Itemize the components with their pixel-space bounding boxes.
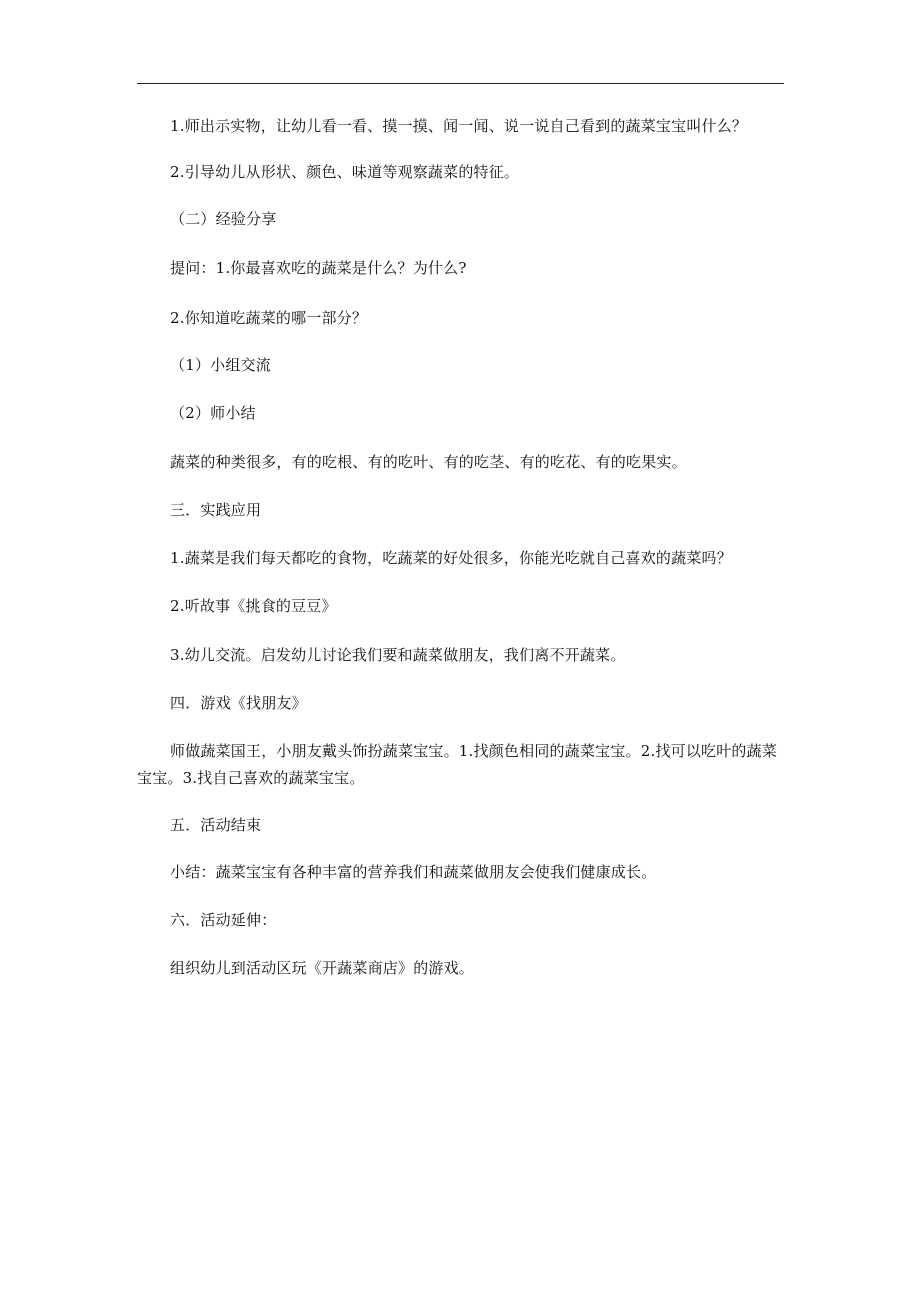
text-line: （2）师小结	[170, 404, 256, 422]
section-heading: 三．实践应用	[170, 501, 262, 519]
text-line: 2.听故事《挑食的豆豆》	[170, 597, 337, 615]
text-line: 1.蔬菜是我们每天都吃的食物，吃蔬菜的好处很多，你能光吃就自己喜欢的蔬菜吗？	[170, 549, 732, 567]
section-heading: 五．活动结束	[170, 816, 262, 834]
text-line: 2.你知道吃蔬菜的哪一部分？	[170, 309, 368, 327]
text-line: 蔬菜的种类很多，有的吃根、有的吃叶、有的吃茎、有的吃花、有的吃果实。	[170, 453, 687, 471]
game-paragraph: 师做蔬菜国王，小朋友戴头饰扮蔬菜宝宝。1.找颜色相同的蔬菜宝宝。2.找可以吃叶的蔬菜宝宝。3.找自己喜欢的蔬菜宝宝。	[137, 742, 778, 787]
section-heading: 六．活动延伸：	[170, 911, 277, 929]
text-line: 组织幼儿到活动区玩《开蔬菜商店》的游戏。	[170, 959, 475, 977]
text-line: 1.师出示实物，让幼儿看一看、摸一摸、闻一闻、说一说自己看到的蔬菜宝宝叫什么？	[170, 117, 748, 135]
section-heading: （二）经验分享	[170, 210, 277, 228]
text-line: 小结：蔬菜宝宝有各种丰富的营养我们和蔬菜做朋友会使我们健康成长。	[170, 863, 657, 881]
header-rule	[137, 83, 784, 84]
text-line: 2.引导幼儿从形状、颜色、味道等观察蔬菜的特征。	[170, 163, 520, 181]
section-heading: 四．游戏《找朋友》	[170, 694, 307, 712]
text-line: （1）小组交流	[170, 356, 271, 374]
text-line: 3.幼儿交流。启发幼儿讨论我们要和蔬菜做朋友，我们离不开蔬菜。	[170, 646, 626, 664]
text-line: 提问：1.你最喜欢吃的蔬菜是什么？为什么?	[170, 259, 467, 277]
